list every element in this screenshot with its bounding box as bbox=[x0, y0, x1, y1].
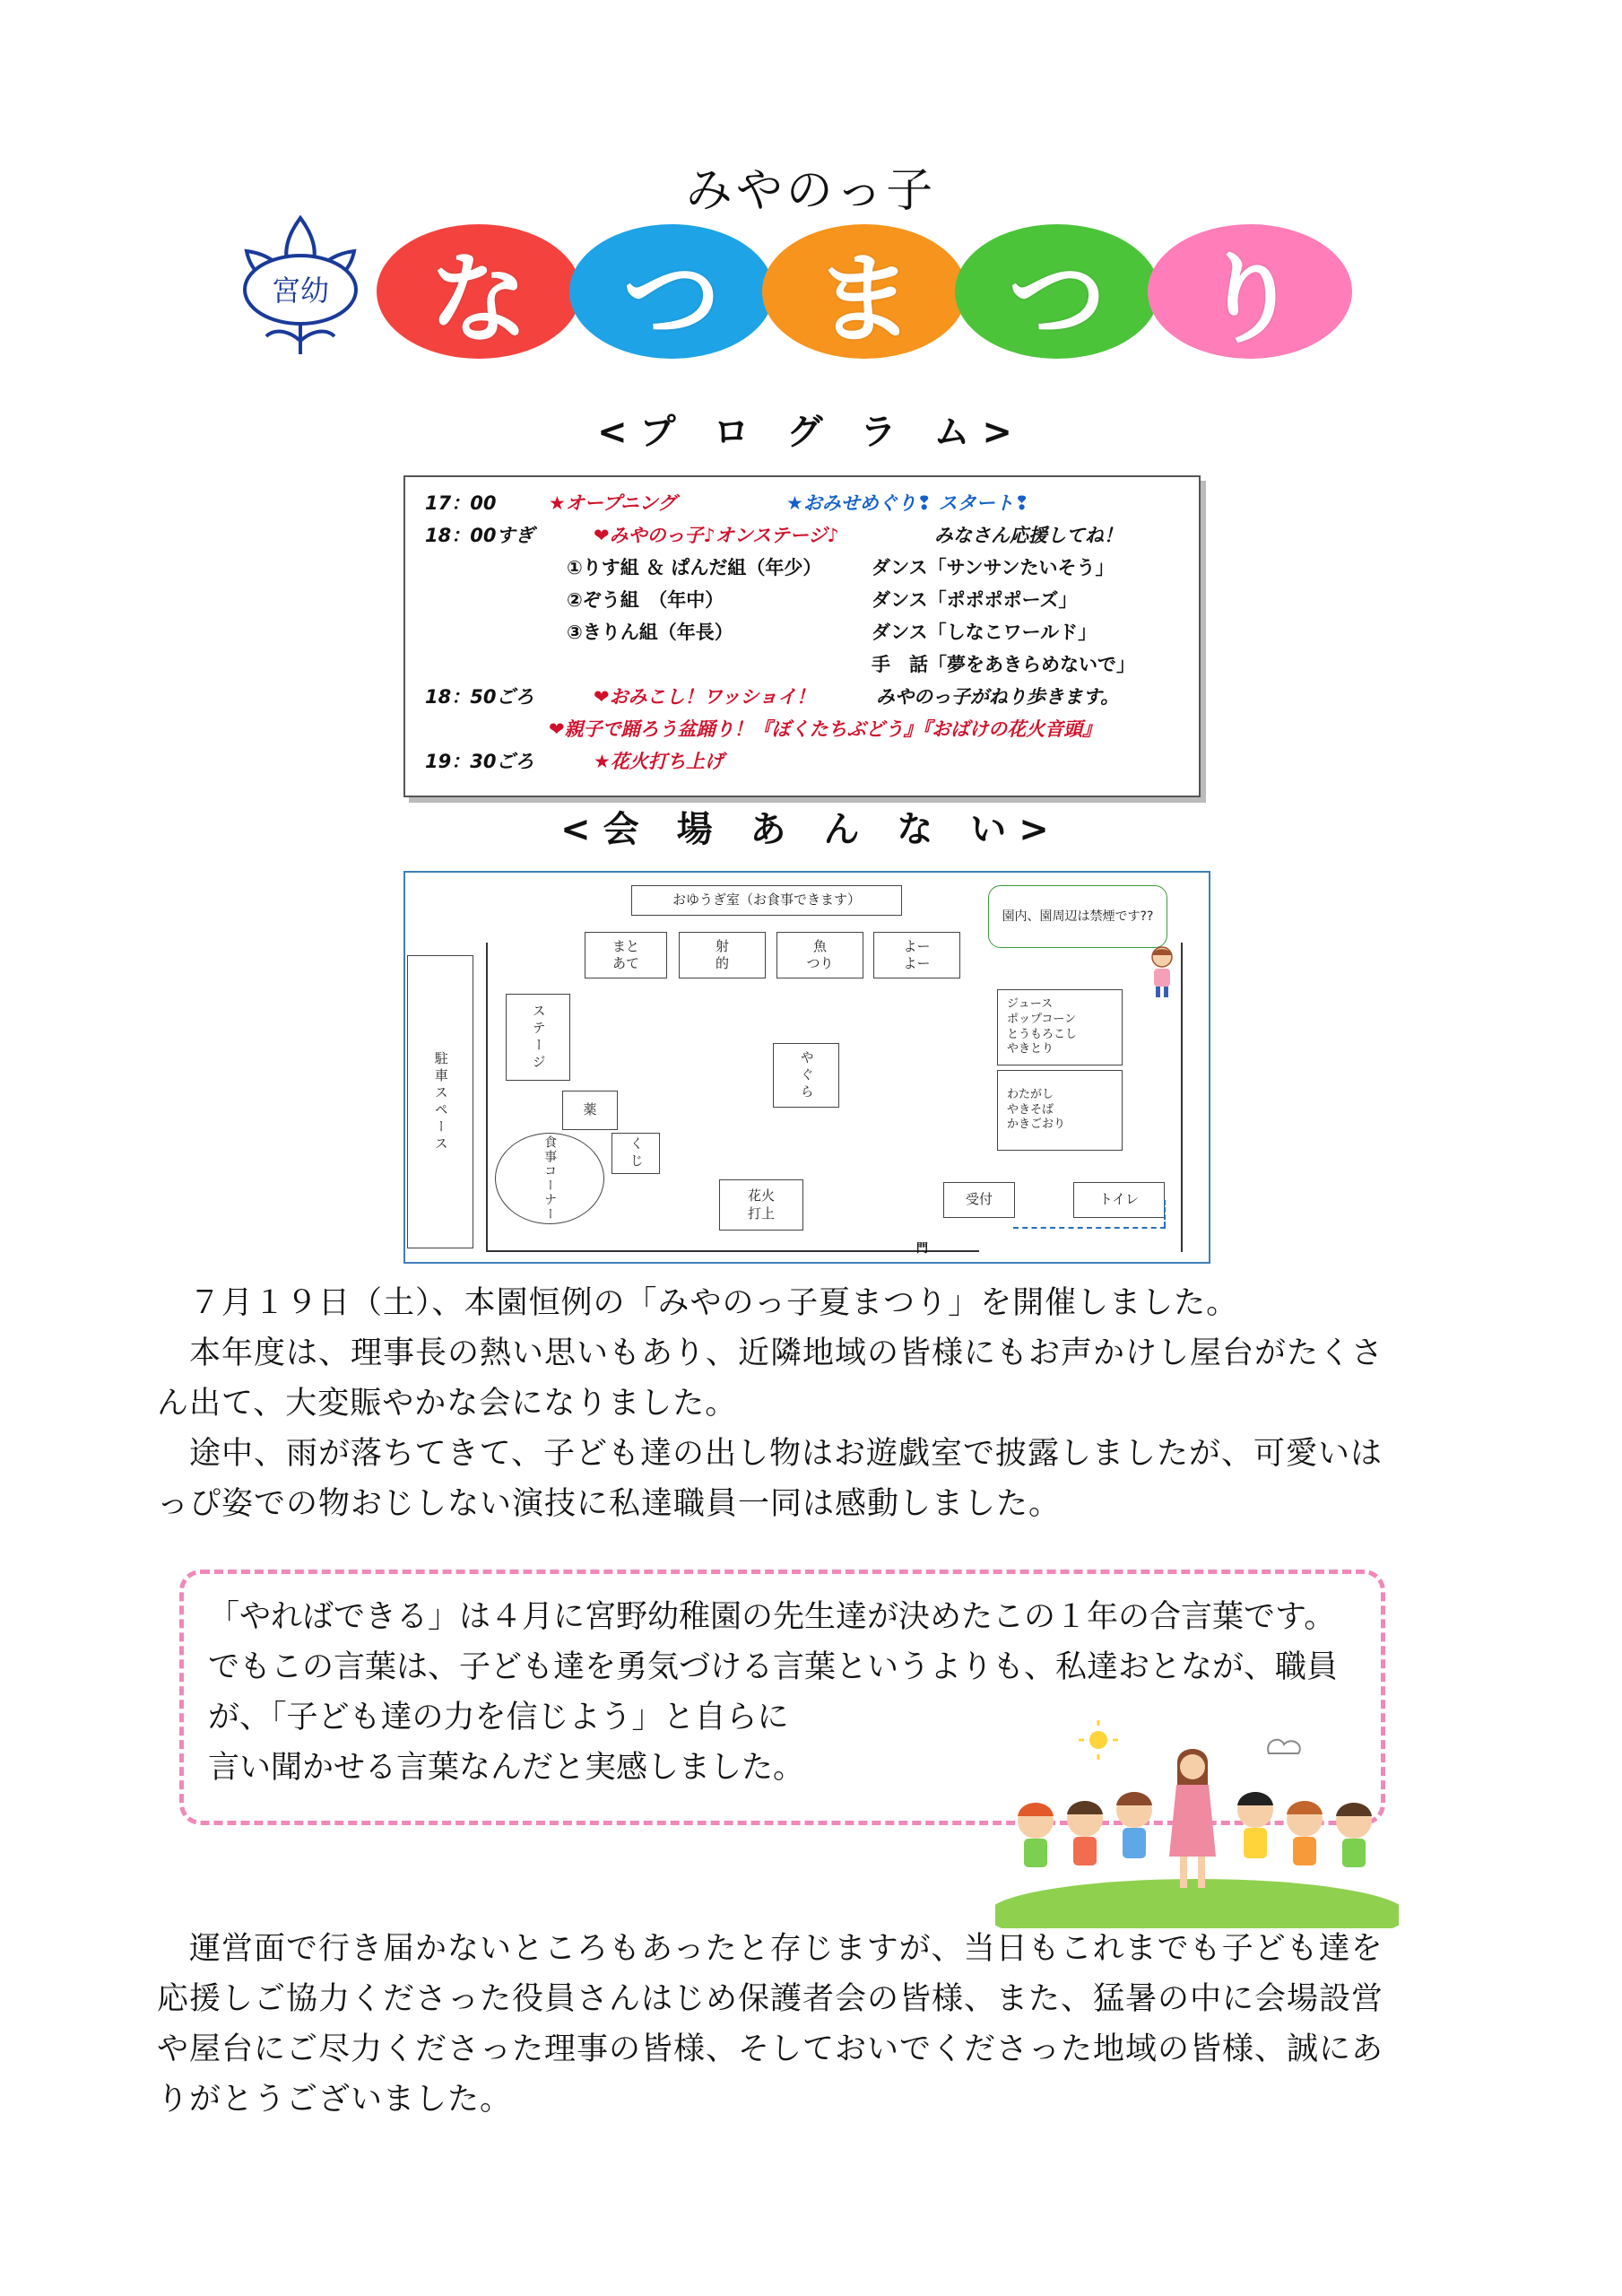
program-act: ダンス「サンサンたいそう」 bbox=[872, 557, 1115, 578]
sun-icon bbox=[1079, 1720, 1118, 1760]
fireworks-launch: 花火 打上 bbox=[719, 1179, 803, 1231]
program-box bbox=[403, 475, 1201, 797]
title-char-5: り bbox=[1148, 224, 1352, 359]
program-act: 手 話「夢をあきらめないで」 bbox=[872, 654, 1135, 675]
kindergarten-logo bbox=[229, 211, 372, 363]
report-paragraph-4: 運営面で行き届かないところもあったと存じますが、当日もこれまでも子ども達を応援しご協力くださった役員さんはじめ保護者会の皆様、また、猛暑の中に会場設営や屋台にご尽力くださった理事の皆様、そしておいでくださった地域の皆様、誠にありがとうございました。 bbox=[157, 1931, 1384, 2118]
program-time: 18：00すぎ bbox=[425, 525, 534, 546]
stall-target: まと あて bbox=[585, 932, 667, 978]
teacher-figure bbox=[1169, 1749, 1216, 1888]
lottery-stall: くじ bbox=[612, 1133, 660, 1174]
program-item: ★オープニング bbox=[549, 492, 677, 514]
program-group: ③きりん組（年長） bbox=[567, 622, 733, 643]
sweets-stand: わたがし やきそば かきごおり bbox=[997, 1070, 1123, 1151]
food-corner: 食事コーナー bbox=[495, 1133, 604, 1224]
toilet-path bbox=[1013, 1227, 1166, 1229]
gate: 門 bbox=[916, 1242, 929, 1256]
program-act: ダンス「しなこワールド」 bbox=[872, 622, 1097, 643]
report-paragraph-3: 途中、雨が落ちてきて、子ども達の出し物はお遊戯室で披露しましたが、可愛いはっぴ姿での物おじしない演技に私達職員一同は感動しました。 bbox=[157, 1436, 1383, 1522]
toilet: トイレ bbox=[1073, 1182, 1165, 1218]
no-smoking-notice: 園内、園周辺は禁煙です?? bbox=[988, 885, 1167, 948]
program-group: ①りす組 ＆ ぱんだ組（年少） bbox=[567, 557, 822, 578]
title-char-3: ま bbox=[762, 224, 967, 359]
map-wall bbox=[486, 1250, 979, 1252]
logo-text: 宮幼 bbox=[271, 274, 330, 308]
program-item: ❤おみこし！ワッショイ！ bbox=[594, 686, 816, 708]
juice-stand: ジュース ポップコーン とうもろこし やきとり bbox=[997, 989, 1123, 1065]
medicine-stall: 薬 bbox=[562, 1091, 618, 1130]
venue-map bbox=[403, 871, 1210, 1264]
program-time: 17：00 bbox=[425, 492, 497, 514]
staff-figure-icon bbox=[1142, 944, 1182, 1002]
stall-shooting: 射 的 bbox=[679, 932, 766, 978]
stall-fishing: 魚 つり bbox=[776, 932, 863, 978]
festival-subtitle: みやのっ子 bbox=[685, 164, 937, 218]
stall-yoyo: よー よー bbox=[873, 932, 960, 978]
title-char-2: つ bbox=[569, 224, 774, 359]
parking-space: 駐車スペース bbox=[407, 955, 473, 1248]
program-item: ❤みやのっ子♪オンステージ♪ bbox=[594, 525, 839, 546]
report-paragraph-2: 本年度は、理事長の熱い思いもあり、近隣地域の皆様にもお声かけし屋台がたくさん出て、大変賑やかな会になりました。 bbox=[157, 1335, 1384, 1422]
stage: ステージ bbox=[506, 994, 570, 1081]
yagura-tower: やぐら bbox=[773, 1043, 839, 1108]
report-paragraph-1: ７月１９日（土）、本園恒例の「みやのっ子夏まつり」を開催しました。 bbox=[157, 1285, 1239, 1321]
cloud-icon bbox=[1268, 1740, 1300, 1753]
map-wall bbox=[486, 943, 488, 1252]
program-heading: <プ ロ グ ラ ム> bbox=[597, 412, 1025, 453]
title-char-1: な bbox=[377, 224, 581, 359]
venue-heading: <会 場 あ ん な い> bbox=[560, 809, 1062, 850]
children-illustration bbox=[995, 1713, 1399, 1928]
playroom: おゆうぎ室（お食事できます） bbox=[631, 885, 902, 916]
program-note: みなさん応援してね！ bbox=[934, 525, 1123, 546]
program-note: ★おみせめぐり❢ スタート❢ bbox=[786, 492, 1030, 514]
program-item: ★花火打ち上げ bbox=[594, 751, 724, 772]
program-act: ダンス「ポポポポーズ」 bbox=[872, 589, 1078, 611]
reception: 受付 bbox=[943, 1182, 1015, 1218]
motto-text: 「やればできる」は４月に宮野幼稚園の先生達が決めたこの１年の合言葉です。でもこの言葉は、子ども達を勇気づける言葉というよりも、私達おとなが、職員が、「子ども達の力を信じよう」と自らに 言い聞かせる言葉なんだと実感しました。 bbox=[208, 1599, 1339, 1786]
program-time: 19：30ごろ bbox=[425, 751, 534, 772]
program-group: ②ぞう組 （年中） bbox=[567, 589, 724, 611]
toilet-path bbox=[1164, 1200, 1166, 1227]
title-char-4: つ bbox=[955, 224, 1159, 359]
program-item: ❤親子で踊ろう盆踊り！『ぼくたちぶどう』『おばけの花火音頭』 bbox=[549, 718, 1102, 740]
program-note: みやのっ子がねり歩きます。 bbox=[876, 686, 1120, 708]
program-time: 18：50ごろ bbox=[425, 686, 534, 708]
